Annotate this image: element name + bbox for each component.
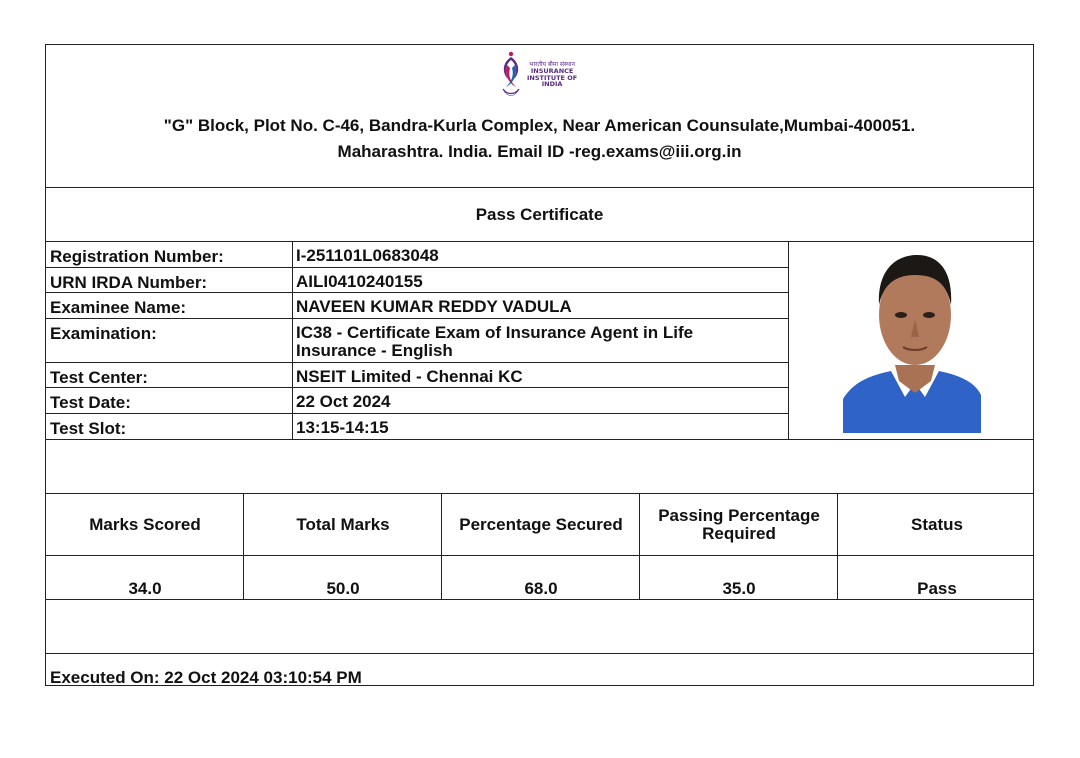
detail-label: Test Center: [50,368,148,387]
insurance-institute-logo [498,51,584,101]
detail-value: AILI0410240155 [296,272,423,291]
results-value-total-marks: 50.0 [326,579,360,598]
detail-label: Registration Number: [50,247,224,266]
detail-value: 22 Oct 2024 [296,392,391,411]
examinee-photo [843,247,983,433]
results-header-percentage-secured: Percentage Secured [459,514,623,534]
results-value-passing-percentage: 35.0 [722,579,756,598]
executed-on-text: Executed On: 22 Oct 2024 03:10:54 PM [50,668,362,687]
address-line-2: Maharashtra. India. Email ID -reg.exams@iii.org.in [337,142,742,161]
detail-row-examinee [46,293,788,319]
executed-on-row [46,653,1033,687]
detail-row-urn [46,268,788,293]
results-value-percentage-secured: 68.0 [524,579,558,598]
detail-row-test-date [46,388,788,414]
results-header-marks-scored: Marks Scored [89,514,201,534]
results-header-total-marks: Total Marks [296,514,390,534]
detail-row-examination [46,319,788,363]
detail-value: I-251101L0683048 [296,246,439,265]
photo-column-divider [788,242,789,439]
address-line-1: "G" Block, Plot No. C-46, Bandra-Kurla Complex, Near American Counsulate,Mumbai-400051. [163,116,916,135]
certificate-title: Pass Certificate [46,188,1033,242]
detail-label: URN IRDA Number: [50,273,208,292]
results-header-status: Status [911,514,963,534]
certificate-header [46,45,1033,188]
results-value-status: Pass [917,579,957,598]
logo-wordmark: भारतीय बीमा संस्थान INSURANCE INSTITUTE OF INDIA [527,61,578,88]
detail-value: IC38 - Certificate Exam of Insurance Agent in Life Insurance - English [296,323,694,360]
pass-certificate [45,44,1034,686]
results-table [46,493,1033,600]
detail-label: Examinee Name: [50,298,187,317]
details-bottom-border [46,439,1033,440]
detail-row-test-slot [46,414,788,439]
detail-row-registration [46,242,788,268]
examinee-portrait-icon [843,247,983,433]
results-header-passing-percentage: Passing Percentage Required [658,505,820,543]
detail-value: 13:15-14:15 [296,418,389,437]
detail-value: NAVEEN KUMAR REDDY VADULA [296,297,572,316]
detail-label: Test Date: [50,393,131,412]
detail-label: Test Slot: [50,419,127,438]
detail-label: Examination: [50,324,157,343]
detail-value: NSEIT Limited - Chennai KC [296,367,523,386]
detail-row-test-center [46,363,788,388]
results-value-marks-scored: 34.0 [128,579,162,598]
